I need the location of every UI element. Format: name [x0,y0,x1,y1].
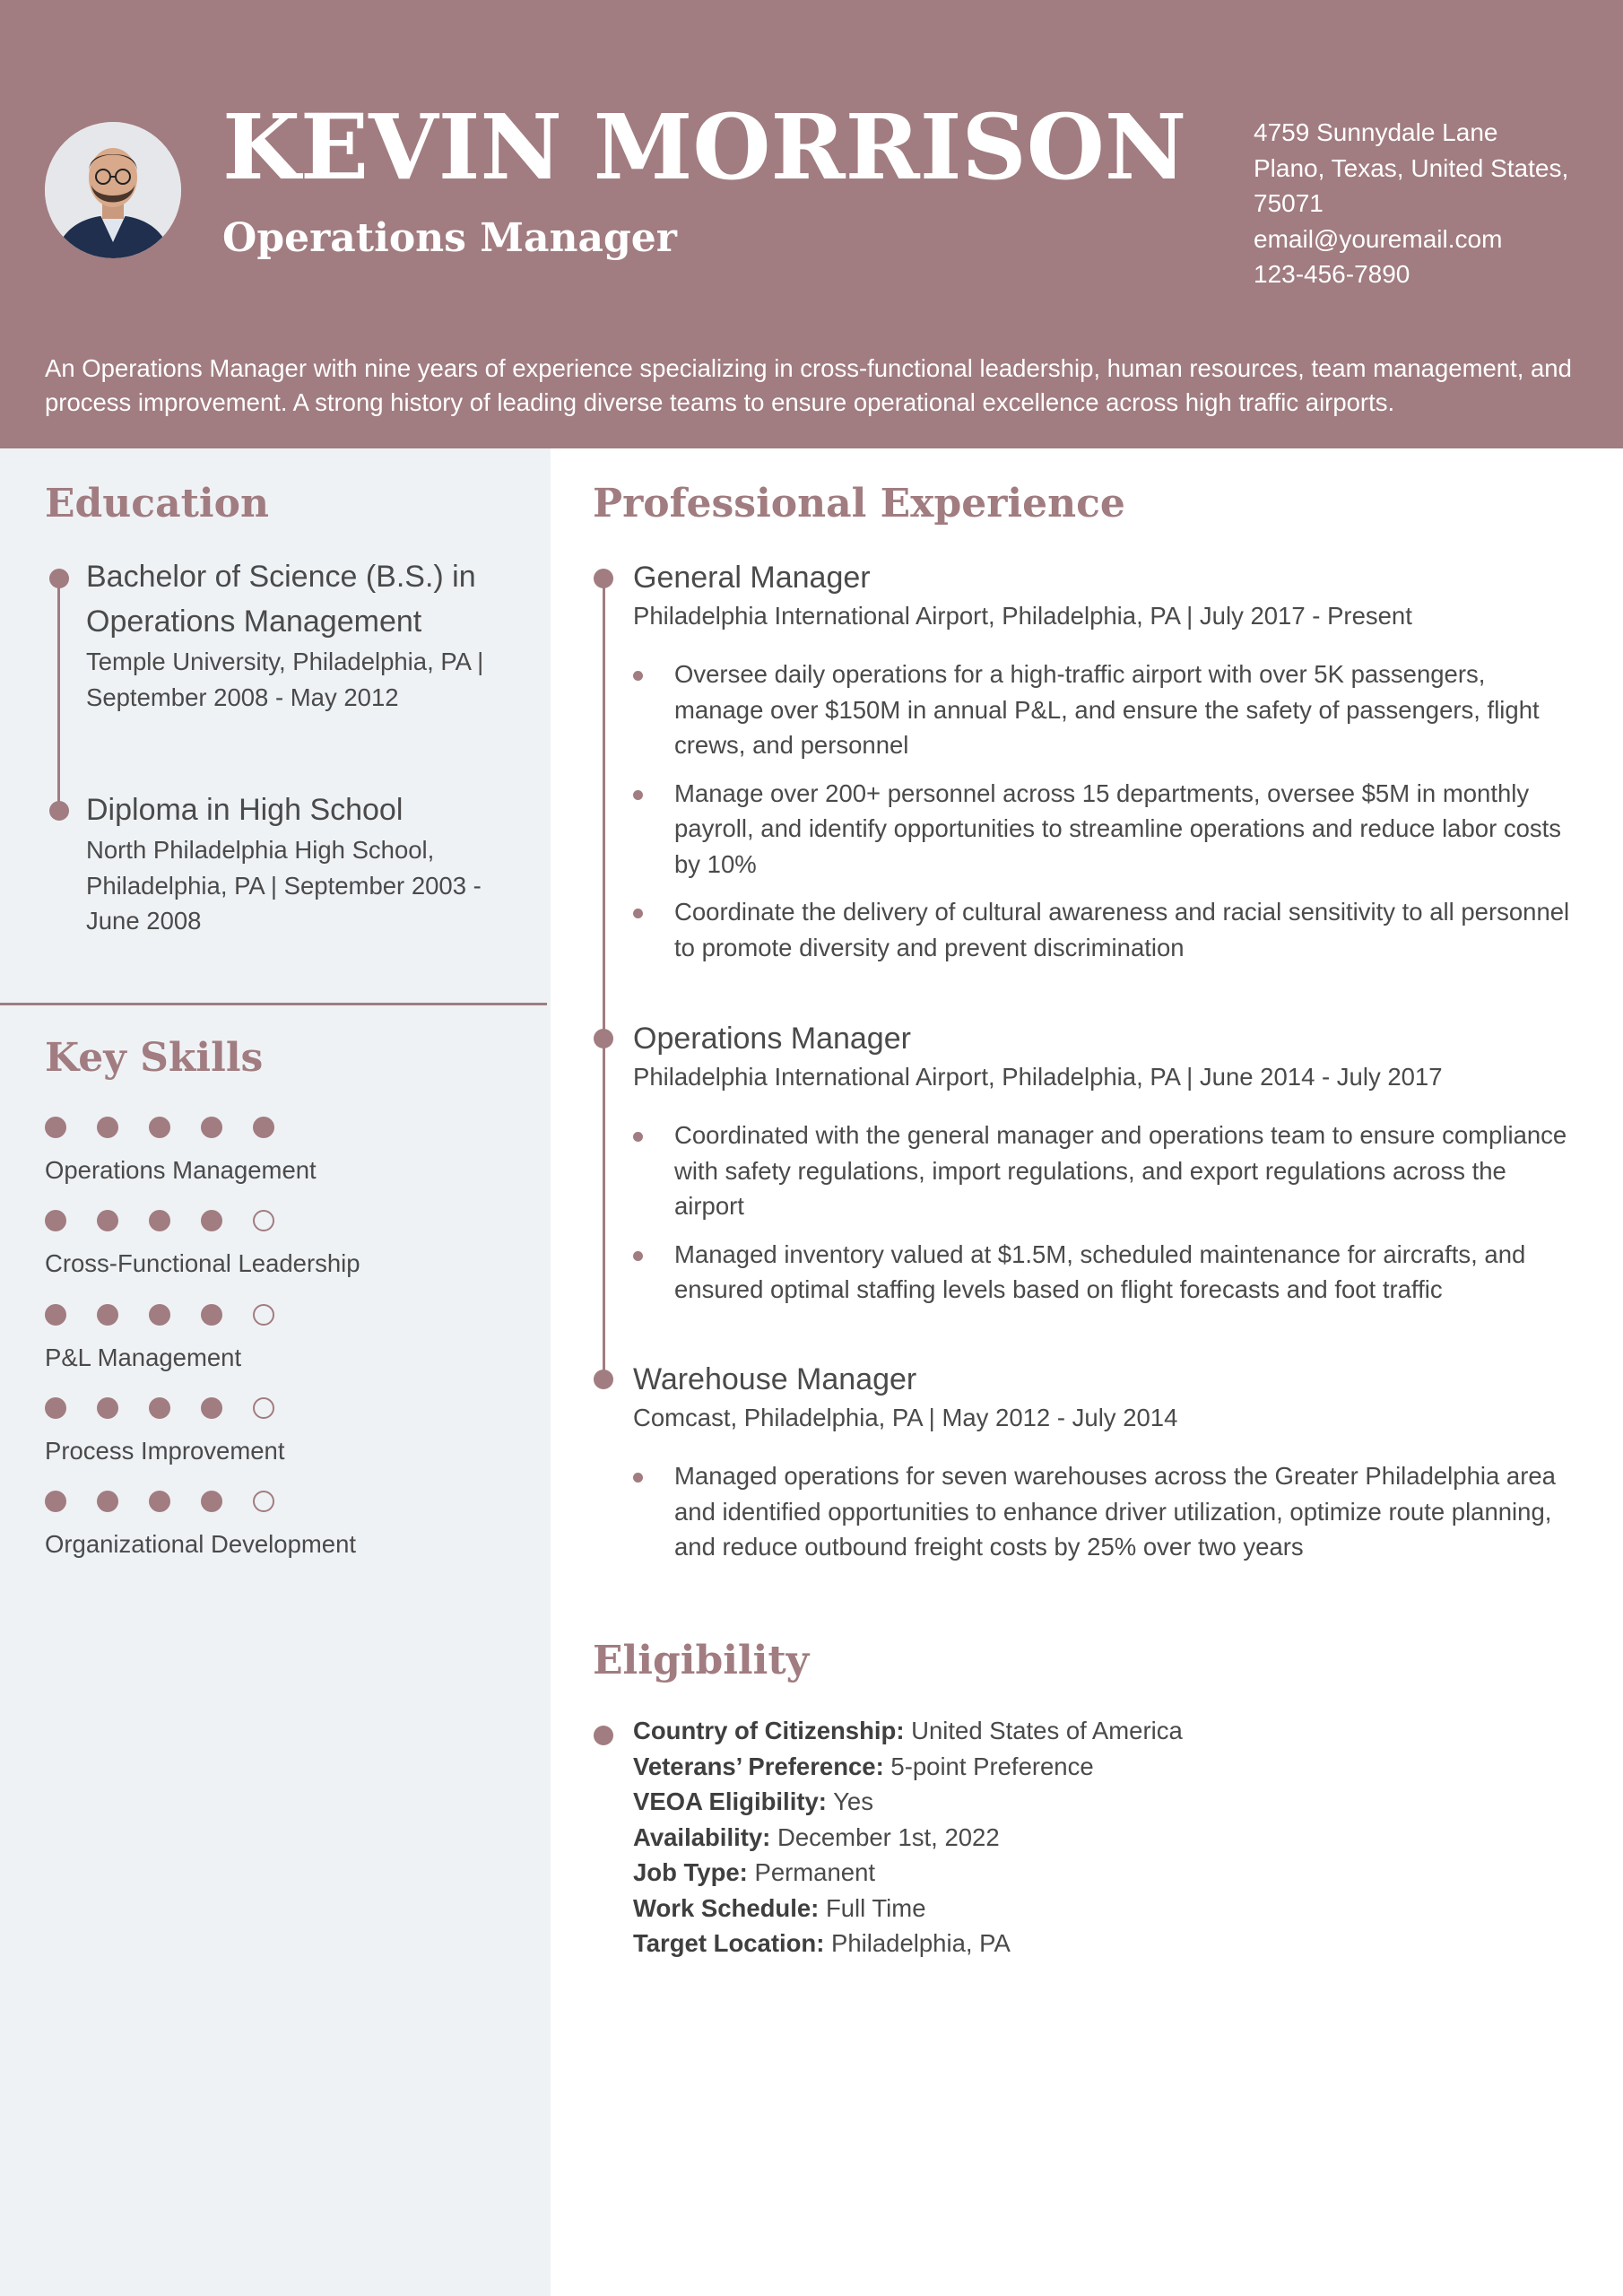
eligibility-value: Yes [826,1787,873,1815]
job-bullet [633,894,1575,965]
bullet-icon [633,1251,643,1261]
skill-dot-filled [45,1210,66,1231]
eligibility-label: Target Location: [633,1929,825,1957]
job-bullet-text: Managed inventory valued at $1.5M, scheduled maintenance for aircrafts, and ensured optimal staffing levels based on flight forecasts and foot traffic [674,1239,1526,1303]
education-heading: Education [45,481,269,526]
bullet-icon [633,1132,643,1142]
bullet-icon [633,790,643,800]
education-timeline-dot [49,801,69,821]
address-line-1: 4759 Sunnydale Lane [1254,118,1498,146]
education-item [86,554,516,715]
eligibility-row [633,1820,1530,1856]
eligibility-label: VEOA Eligibility: [633,1787,827,1815]
experience-timeline-dot [594,1370,613,1389]
experience-timeline-line [603,579,605,1381]
skill-label: Organizational Development [45,1530,356,1558]
eligibility-value: Philadelphia, PA [824,1929,1011,1957]
experience-heading: Professional Experience [593,481,1125,526]
eligibility-heading: Eligibility [593,1638,810,1683]
eligibility-label: Job Type: [633,1858,748,1886]
skill-dot-filled [97,1491,118,1512]
skill-dot-filled [97,1117,118,1138]
education-timeline-line [57,579,60,811]
skill-dot-empty [253,1397,274,1419]
skill-dot-filled [45,1397,66,1419]
skills-heading: Key Skills [45,1035,264,1081]
bullet-icon [633,1473,643,1483]
candidate-role: Operations Manager [222,215,677,261]
skill-label: Cross-Functional Leadership [45,1249,360,1277]
job-title: Operations Manager [633,1022,911,1056]
job-meta: Philadelphia International Airport, Philadelphia, PA | July 2017 - Present [633,602,1412,630]
email-link[interactable]: email@youremail.com [1254,224,1503,253]
skill-item [45,1117,317,1188]
bullet-icon [633,909,643,918]
profile-photo [45,122,181,258]
candidate-name: KEVIN MORRISON [222,94,1187,200]
skill-dot-filled [149,1210,170,1231]
experience-timeline-dot [594,1029,613,1048]
section-divider [0,1003,547,1005]
eligibility-row [633,1749,1530,1785]
skill-dot-filled [149,1304,170,1326]
bullet-icon [633,671,643,681]
skill-dot-filled [253,1117,274,1138]
skill-dot-filled [201,1304,222,1326]
skill-dot-filled [97,1210,118,1231]
experience-timeline-dot [594,569,613,588]
job-meta: Philadelphia International Airport, Philadelphia, PA | June 2014 - July 2017 [633,1063,1443,1091]
skill-dot-filled [149,1491,170,1512]
education-meta: Temple University, Philadelphia, PA | September 2008 - May 2012 [86,648,484,711]
eligibility-value: 5-point Preference [883,1752,1094,1780]
skill-item [45,1210,360,1282]
job-title: General Manager [633,561,871,595]
skill-dot-filled [45,1491,66,1512]
job-bullet [633,1237,1575,1308]
profile-summary: An Operations Manager with nine years of experience specializing in cross-functional leadership, human resources, team management, and process improvement. A strong history of leading diverse teams to ensure operational excellence across high traffic airports. [45,354,1572,416]
skill-dot-filled [201,1397,222,1419]
avatar-portrait-icon [45,122,181,258]
job-bullet [633,776,1575,883]
eligibility-value: December 1st, 2022 [770,1822,1000,1851]
skill-item [45,1304,274,1376]
job-bullet-text: Oversee daily operations for a high-traffic airport with over 5K passengers, manage over $150M in annual P&L, and ensure the safety of passengers, flight crews, and personnel [674,660,1540,759]
skill-dot-filled [201,1210,222,1231]
skill-label: Operations Management [45,1156,317,1184]
job-bullets [633,657,1575,965]
skill-item [45,1397,284,1469]
skill-rating [45,1491,356,1512]
education-degree: Diploma in High School [86,793,404,827]
job-entry [633,1360,1575,1578]
skill-label: Process Improvement [45,1437,285,1465]
skill-dot-filled [97,1397,118,1419]
eligibility-value: United States of America [904,1717,1183,1744]
skill-dot-filled [45,1117,66,1138]
eligibility-row [633,1891,1530,1926]
skill-dot-filled [149,1397,170,1419]
eligibility-list [633,1713,1530,1961]
education-degree: Bachelor of Science (B.S.) in Operations Management [86,560,476,639]
eligibility-row [633,1784,1530,1820]
education-item [86,787,516,939]
eligibility-value: Permanent [747,1858,876,1886]
header-banner [0,0,1623,448]
eligibility-row [633,1926,1530,1961]
skill-dot-filled [149,1117,170,1138]
job-bullets [633,1118,1575,1308]
skill-label: P&L Management [45,1344,242,1371]
eligibility-value: Full Time [819,1893,926,1922]
eligibility-row [633,1713,1530,1749]
eligibility-row [633,1855,1530,1891]
skill-item [45,1491,356,1562]
contact-block [1254,115,1576,292]
skill-dot-filled [201,1117,222,1138]
job-entry [633,1019,1575,1320]
job-meta: Comcast, Philadelphia, PA | May 2012 - July 2014 [633,1404,1178,1431]
skill-dot-empty [253,1304,274,1326]
skill-rating [45,1304,274,1326]
job-bullet-text: Coordinate the delivery of cultural awareness and racial sensitivity to all personnel to promote diversity and prevent discrimination [674,898,1570,961]
skill-dot-filled [97,1304,118,1326]
skill-dot-filled [201,1491,222,1512]
address-line-3: 75071 [1254,189,1324,217]
eligibility-timeline-dot [594,1726,613,1745]
phone-number: 123-456-7890 [1254,260,1410,288]
job-bullets [633,1458,1575,1565]
education-meta: North Philadelphia High School, Philadelphia, PA | September 2003 - June 2008 [86,836,482,935]
skill-dot-empty [253,1491,274,1512]
skill-dot-filled [45,1304,66,1326]
job-bullet-text: Coordinated with the general manager and operations team to ensure compliance with safety regulations, import regulations, and export regulations across the airport [674,1121,1567,1220]
eligibility-label: Veterans’ Preference: [633,1752,884,1780]
skill-rating [45,1210,360,1231]
job-bullet [633,1458,1575,1565]
job-bullet-text: Manage over 200+ personnel across 15 departments, oversee $5M in monthly payroll, and identify opportunities to streamline operations and reduce labor costs by 10% [674,778,1562,878]
eligibility-label: Availability: [633,1822,771,1851]
skill-rating [45,1117,317,1138]
job-bullet [633,1118,1575,1224]
eligibility-label: Work Schedule: [633,1893,820,1922]
job-bullet-text: Managed operations for seven warehouses across the Greater Philadelphia area and identified opportunities to enhance driver utilization, optimize route planning, and reduce outbound freight costs by 25% over two years [674,1462,1556,1561]
job-entry [633,558,1575,978]
skill-rating [45,1397,284,1419]
eligibility-label: Country of Citizenship: [633,1717,905,1744]
address-line-2: Plano, Texas, United States, [1254,153,1569,182]
education-timeline-dot [49,569,69,588]
job-bullet [633,657,1575,763]
skill-dot-empty [253,1210,274,1231]
job-title: Warehouse Manager [633,1362,917,1396]
